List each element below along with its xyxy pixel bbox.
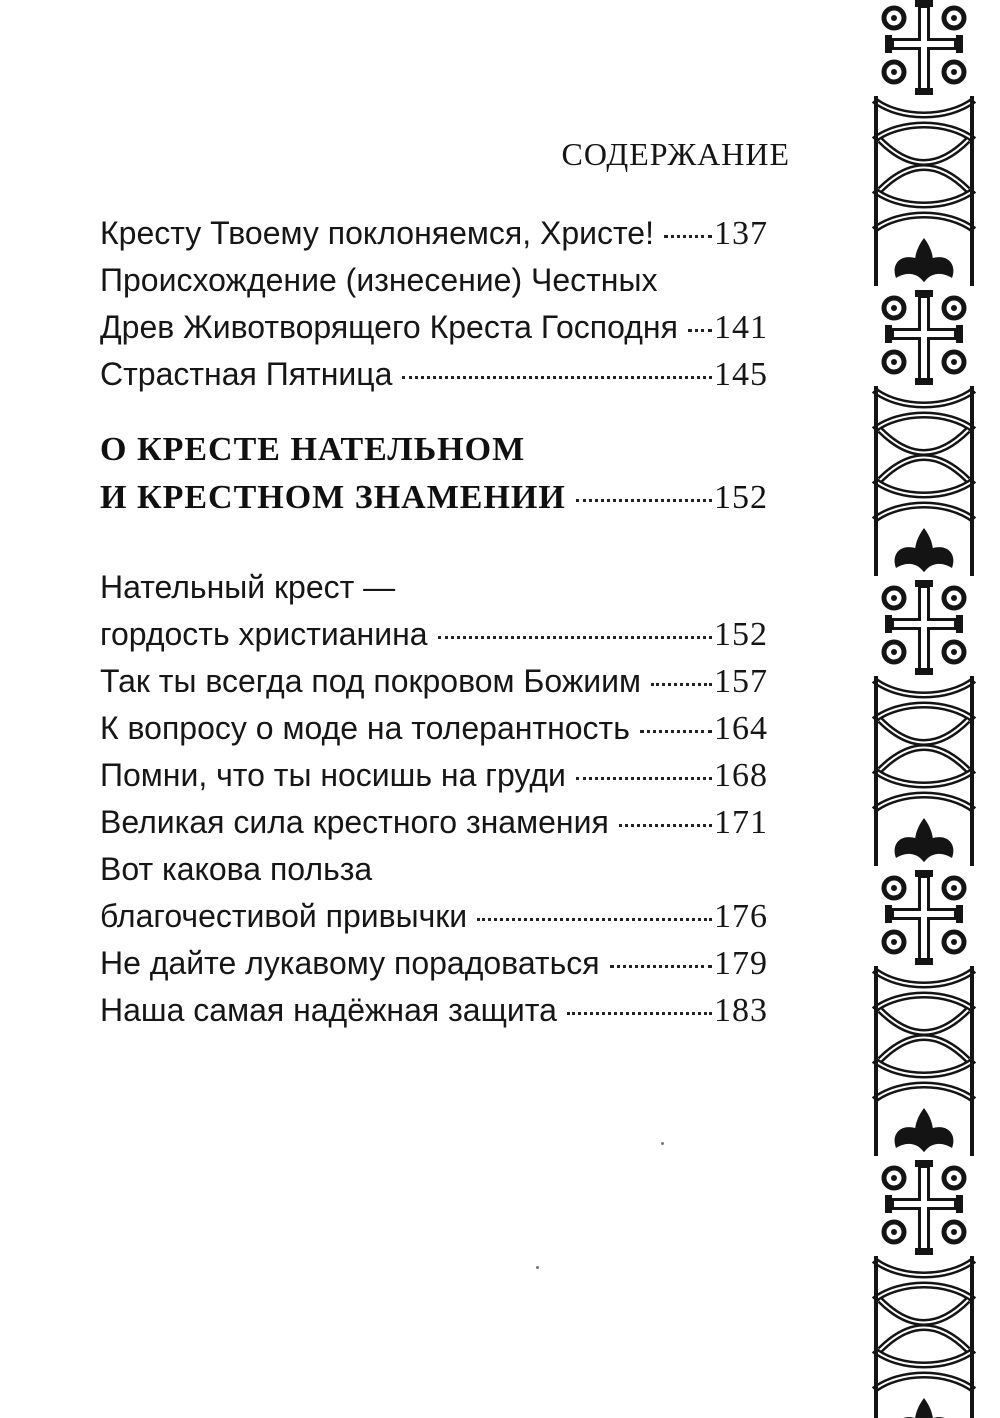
toc-entry-title: Происхождение (изнесение) Честных — [100, 262, 658, 298]
toc-entry-title: Вот какова польза — [100, 851, 373, 887]
toc-line — [100, 564, 768, 611]
toc-entry[interactable] — [100, 564, 768, 658]
toc-line — [100, 611, 768, 658]
toc-page-number: 145 — [714, 356, 768, 393]
toc-entry[interactable] — [100, 351, 768, 398]
toc-line — [100, 987, 768, 1034]
toc-line — [100, 940, 768, 987]
toc-page-number: 168 — [714, 757, 768, 794]
toc-page-number: 157 — [714, 663, 768, 700]
toc-page-number: 164 — [714, 710, 768, 747]
print-speck — [661, 1142, 664, 1145]
toc-page-number: 141 — [714, 309, 768, 346]
toc-entry[interactable] — [100, 846, 768, 940]
dot-leader — [438, 636, 712, 639]
toc-line — [100, 257, 768, 304]
toc-entry[interactable] — [100, 705, 768, 752]
toc-entry-title-continued: гордость христианина — [100, 616, 428, 652]
toc-line — [100, 304, 768, 351]
toc-line — [100, 658, 768, 705]
toc-entry-title-continued: благочестивой привычки — [100, 898, 468, 934]
toc-line — [100, 474, 768, 522]
toc-line — [100, 752, 768, 799]
dot-leader — [651, 683, 712, 686]
toc-entry[interactable] — [100, 210, 768, 257]
dot-leader — [640, 730, 712, 733]
toc-section-heading[interactable] — [100, 426, 768, 522]
toc-entry[interactable] — [100, 658, 768, 705]
dot-leader — [610, 965, 712, 968]
toc-entry[interactable] — [100, 752, 768, 799]
toc-entry[interactable] — [100, 799, 768, 846]
running-title: СОДЕРЖАНИЕ — [561, 136, 790, 172]
dot-leader — [402, 376, 712, 379]
toc-page-number: 171 — [714, 804, 768, 841]
toc-page-number: 176 — [714, 898, 768, 935]
toc-line — [100, 426, 768, 474]
dot-leader — [688, 329, 712, 332]
toc-entry-title: Помни, что ты носишь на груди — [100, 757, 566, 793]
toc-line — [100, 846, 768, 893]
toc-entry-title: Так ты всегда под покровом Божиим — [100, 663, 641, 699]
dot-leader — [477, 918, 712, 921]
toc-entry[interactable] — [100, 257, 768, 351]
print-speck — [536, 1266, 539, 1269]
toc-entry-title: Великая сила крестного знамения — [100, 804, 609, 840]
table-of-contents — [100, 210, 768, 1034]
toc-line — [100, 893, 768, 940]
section-title-continued: И КРЕСТНОМ ЗНАМЕНИИ — [100, 479, 566, 516]
toc-page-number: 179 — [714, 945, 768, 982]
toc-page-number: 152 — [714, 479, 768, 516]
dot-leader — [567, 1012, 712, 1015]
toc-entry-title: Нательный крест — — [100, 569, 396, 605]
dot-leader — [619, 824, 712, 827]
toc-line — [100, 210, 768, 257]
toc-entry-title: Не дайте лукавому порадоваться — [100, 945, 600, 981]
toc-page-number: 183 — [714, 992, 768, 1029]
dot-leader — [576, 499, 712, 502]
toc-entry-title: Кресту Твоему поклоняемся, Христе! — [100, 215, 654, 251]
toc-line — [100, 351, 768, 398]
toc-line — [100, 799, 768, 846]
toc-entry[interactable] — [100, 940, 768, 987]
section-title: О КРЕСТЕ НАТЕЛЬНОМ — [100, 431, 526, 468]
toc-entry-title: Наша самая надёжная защита — [100, 992, 557, 1028]
toc-entry-title: К вопросу о моде на толерантность — [100, 710, 630, 746]
ornamental-border — [870, 0, 978, 1418]
toc-entry-title-continued: Древ Животворящего Креста Господня — [100, 309, 678, 345]
dot-leader — [664, 235, 712, 238]
cross-interlace-border-icon — [870, 0, 978, 1418]
toc-line — [100, 705, 768, 752]
dot-leader — [576, 777, 712, 780]
toc-page-number: 137 — [714, 215, 768, 252]
toc-entry-title: Страстная Пятница — [100, 356, 393, 392]
toc-entry[interactable] — [100, 987, 768, 1034]
toc-page-number: 152 — [714, 616, 768, 653]
